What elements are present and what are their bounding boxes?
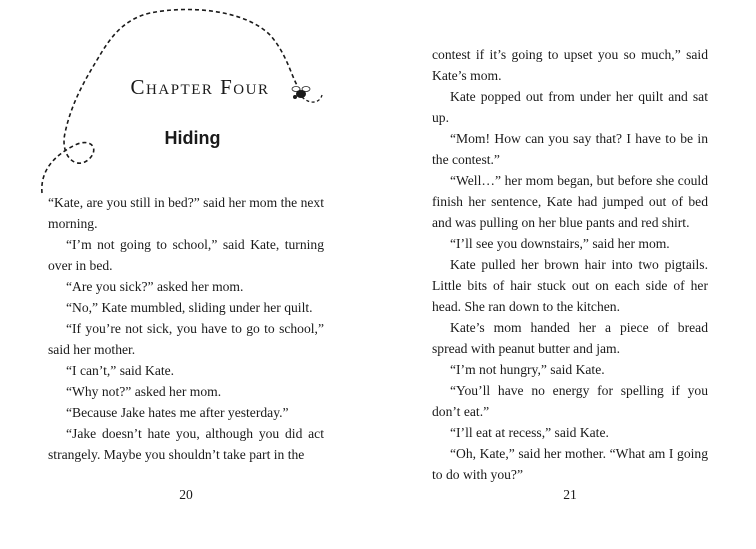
paragraph: “Mom! How can you say that? I have to be in the contest.”: [432, 131, 708, 167]
paragraph: “I’m not hungry,” said Kate.: [450, 362, 605, 377]
bee-flight-path-icon: [30, 5, 330, 195]
paragraph: “You’ll have no energy for spelling if you don’t eat.”: [432, 383, 708, 419]
page-number: 20: [179, 487, 193, 502]
paragraph: Kate’s mom handed her a piece of bread spread with peanut butter and jam.: [432, 320, 708, 356]
paragraph: “Oh, Kate,” said her mother. “What am I going to do with you?”: [432, 446, 708, 482]
paragraph: “Why not?” asked her mom.: [66, 384, 222, 399]
paragraph: “Because Jake hates me after yesterday.”: [66, 405, 289, 420]
chapter-title: Chapter Four: [130, 75, 270, 99]
chapter-subtitle: Hiding: [164, 128, 221, 148]
paragraph: Kate pulled her brown hair into two pigtails. Little bits of hair stuck out on each side of her head. She ran down to the kitchen.: [432, 257, 708, 314]
paragraph: “Kate, are you still in bed?” said her mom the next morning.: [48, 195, 324, 231]
paragraph: contest if it’s going to upset you so much,” said Kate’s mom.: [432, 47, 708, 83]
paragraph: “Are you sick?” asked her mom.: [66, 279, 244, 294]
paragraph: “Well…” her mom began, but before she could finish her sentence, Kate had jumped out of bed and was pulling on her blue pants and red shirt.: [432, 173, 708, 230]
paragraph: “No,” Kate mumbled, sliding under her quilt.: [66, 300, 313, 315]
paragraph: “Jake doesn’t hate you, although you did act strangely. Maybe you shouldn’t take part in the: [48, 426, 324, 462]
right-page: [378, 0, 756, 549]
paragraph: “I’ll eat at recess,” said Kate.: [450, 425, 609, 440]
paragraph: Kate popped out from under her quilt and sat up.: [432, 89, 708, 125]
paragraph: “If you’re not sick, you have to go to school,” said her mother.: [48, 321, 324, 357]
paragraph: “I can’t,” said Kate.: [66, 363, 175, 378]
right-page-text: [432, 44, 708, 485]
left-page-text: [48, 192, 324, 465]
paragraph: “I’ll see you downstairs,” said her mom.: [450, 236, 670, 251]
page-number: 21: [563, 487, 577, 502]
paragraph: “I’m not going to school,” said Kate, turning over in bed.: [48, 237, 324, 273]
